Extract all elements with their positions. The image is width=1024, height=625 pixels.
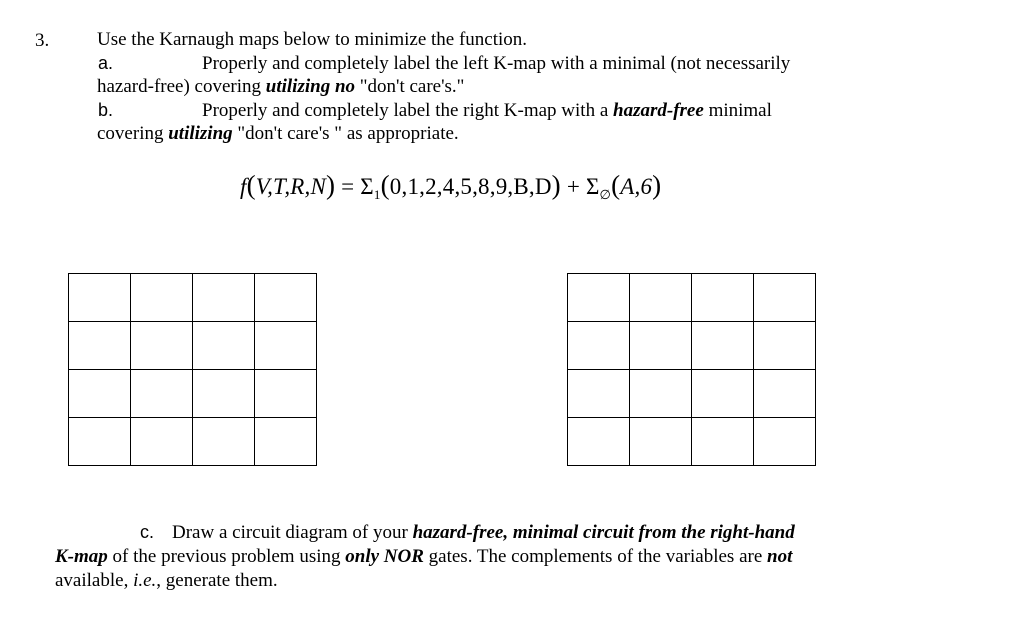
kmap-cell[interactable] [69, 274, 131, 322]
kmap-cell[interactable] [131, 370, 193, 418]
kmap-cell[interactable] [568, 418, 630, 466]
kmap-cell[interactable] [754, 418, 816, 466]
kmap-cell[interactable] [193, 370, 255, 418]
kmap-cell[interactable] [692, 370, 754, 418]
kmap-cell[interactable] [754, 274, 816, 322]
function-formula: $f(V,T,R,N) = \Sigma_1(0,1,2,4,5,8,9,B,D) + \Sigma_\emptyset(A,6)$ [240, 170, 662, 202]
part-b-label: b. [98, 100, 114, 120]
kmap-cell[interactable] [131, 274, 193, 322]
kmap-cell[interactable] [692, 418, 754, 466]
kmap-cell[interactable] [630, 418, 692, 466]
part-a-line1: Properly and completely label the left K-map with a minimal (not necessarily [202, 53, 791, 74]
part-a-label: a. [98, 53, 114, 73]
problem-number: 3. [35, 30, 50, 51]
left-kmap-grid[interactable] [68, 273, 317, 466]
part-c-line3: available, i.e., generate them. [55, 570, 278, 591]
kmap-cell[interactable] [255, 370, 317, 418]
part-c-emphasis-circuit: hazard-free, minimal circuit from the right-hand [412, 522, 795, 543]
kmap-cell[interactable] [568, 322, 630, 370]
kmap-cell[interactable] [131, 322, 193, 370]
kmap-cell[interactable] [568, 370, 630, 418]
part-c-emphasis-not: not [767, 546, 793, 567]
problem-intro: Use the Karnaugh maps below to minimize the function. [97, 29, 528, 50]
kmap-cell[interactable] [255, 322, 317, 370]
part-b-emphasis-hazard-free: hazard-free [613, 100, 704, 121]
kmap-cell[interactable] [69, 370, 131, 418]
kmap-cell[interactable] [754, 370, 816, 418]
part-c-line2: K-map of the previous problem using only NOR gates. The complements of the variables are not [55, 546, 793, 567]
kmap-cell[interactable] [131, 418, 193, 466]
part-a-line2: hazard-free) covering utilizing no "don't care's." [97, 76, 465, 97]
kmap-cell[interactable] [193, 274, 255, 322]
kmap-cell[interactable] [630, 274, 692, 322]
kmap-cell[interactable] [193, 418, 255, 466]
kmap-cell[interactable] [69, 322, 131, 370]
part-c-label: c. [140, 522, 155, 542]
part-b-line2: covering utilizing "don't care's " as appropriate. [97, 123, 459, 144]
kmap-cell[interactable] [255, 274, 317, 322]
part-a-emphasis: utilizing no [265, 76, 356, 97]
kmap-cell[interactable] [692, 274, 754, 322]
kmap-cell[interactable] [255, 418, 317, 466]
kmap-cell[interactable] [568, 274, 630, 322]
kmap-cell[interactable] [754, 322, 816, 370]
kmap-cell[interactable] [630, 322, 692, 370]
kmap-cell[interactable] [193, 322, 255, 370]
part-b-line1: Properly and completely label the right K-map with a hazard-free minimal [202, 100, 772, 121]
part-c-emphasis-nor: only NOR [345, 546, 424, 567]
kmap-cell[interactable] [630, 370, 692, 418]
kmap-cell[interactable] [69, 418, 131, 466]
part-c-line1: Draw a circuit diagram of your hazard-free, minimal circuit from the right-hand [172, 522, 795, 543]
part-b-emphasis-utilizing: utilizing [168, 123, 233, 144]
kmap-cell[interactable] [692, 322, 754, 370]
right-kmap-grid[interactable] [567, 273, 816, 466]
